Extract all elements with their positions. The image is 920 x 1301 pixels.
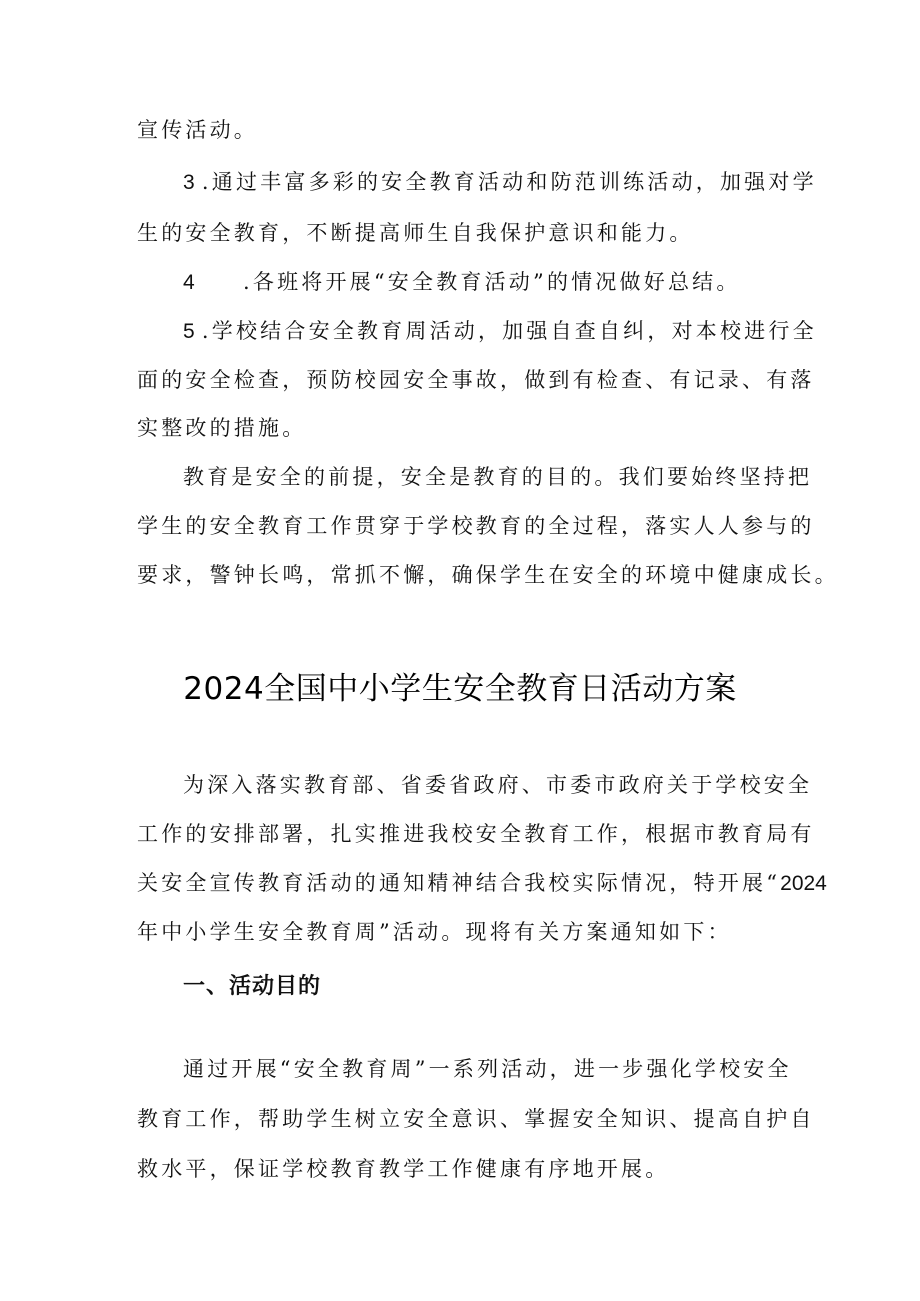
paragraph-line: 宣传活动。 bbox=[137, 118, 258, 142]
paragraph-line: 生的安全教育，不断提高师生自我保护意识和能力。 bbox=[137, 221, 694, 245]
paragraph-line: 要求，警钟长鸣，常抓不懈，确保学生在安全的环境中健康成长。 bbox=[137, 563, 839, 587]
paragraph-line: 通过开展“安全教育周”一系列活动，进一步强化学校安全 bbox=[183, 1057, 792, 1081]
paragraph-line bbox=[137, 869, 827, 898]
year-text: 2024 bbox=[780, 872, 827, 895]
list-number: 3 bbox=[183, 171, 198, 194]
paragraph-line: 教育工作，帮助学生树立安全意识、掌握安全知识、提高自护自 bbox=[137, 1107, 815, 1131]
list-item-3 bbox=[183, 168, 817, 197]
paragraph-line: 学生的安全教育工作贯穿于学校教育的全过程，落实人人参与的 bbox=[137, 514, 815, 538]
section-heading: 一、活动目的 bbox=[183, 974, 322, 999]
list-number: 4 bbox=[183, 271, 198, 294]
paragraph-text: 关安全宣传教育活动的通知精神结合我校实际情况，特开展“ bbox=[137, 871, 781, 895]
paragraph-line: 实整改的措施。 bbox=[137, 416, 307, 440]
paragraph-line: 面的安全检查，预防校园安全事故，做到有检查、有记录、有落 bbox=[137, 368, 815, 392]
list-item-text: .通过丰富多彩的安全教育活动和防范训练活动，加强对学 bbox=[201, 170, 817, 194]
paragraph-line: 工作的安排部署，扎实推进我校安全教育工作，根据市教育局有 bbox=[137, 822, 815, 846]
list-item-text: .各班将开展“安全教育活动”的情况做好总结。 bbox=[243, 270, 741, 294]
paragraph-line: 年中小学生安全教育周”活动。现将有关方案通知如下： bbox=[137, 920, 732, 944]
document-title: 2024全国中小学生安全教育日活动方案 bbox=[183, 671, 737, 707]
list-number: 5 bbox=[183, 320, 198, 343]
list-item-5 bbox=[183, 317, 817, 346]
list-item-4 bbox=[183, 268, 741, 297]
paragraph-line: 为深入落实教育部、省委省政府、市委市政府关于学校安全 bbox=[183, 773, 813, 797]
paragraph-line: 救水平，保证学校教育教学工作健康有序地开展。 bbox=[137, 1157, 670, 1181]
paragraph-line: 教育是安全的前提，安全是教育的目的。我们要始终坚持把 bbox=[183, 465, 813, 489]
list-item-text: .学校结合安全教育周活动，加强自查自纠，对本校进行全 bbox=[201, 319, 817, 343]
